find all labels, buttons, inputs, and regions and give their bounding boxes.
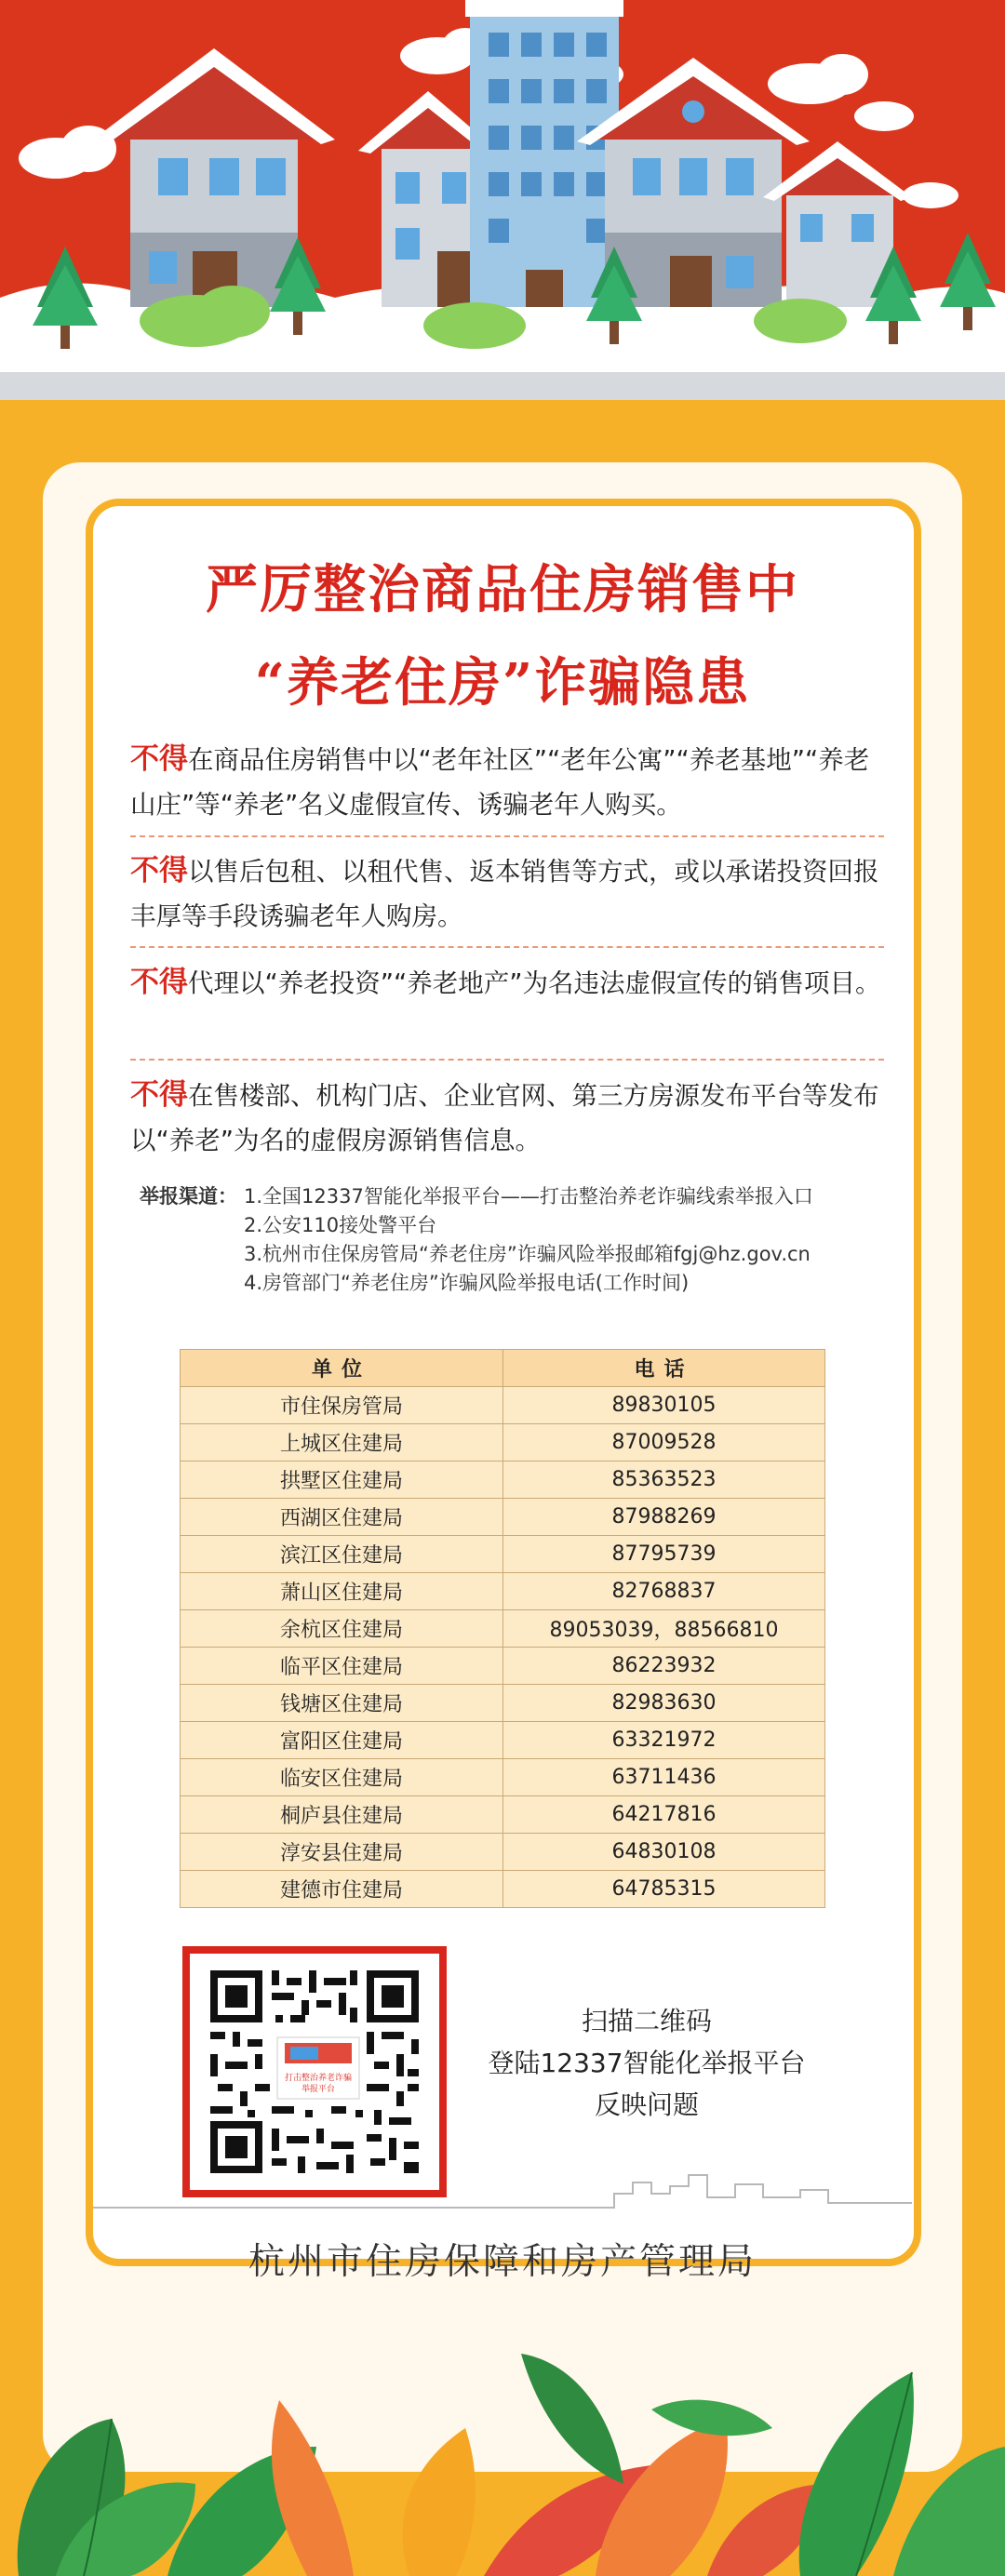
rule-text: 在商品住房销售中以“老年社区”“老年公寓”“养老基地”“养老山庄”等“养老”名义虚假宣传、诱骗老年人购买。 bbox=[130, 745, 870, 820]
report-item: 3.杭州市住保房管局“养老住房”诈骗风险举报邮箱fgj@hz.gov.cn bbox=[244, 1243, 811, 1265]
page-title-line2: “养老住房”诈骗隐患 bbox=[254, 652, 751, 714]
rule-paragraph-3 bbox=[130, 960, 884, 1006]
rule-emphasis: 不得 bbox=[130, 1078, 188, 1112]
phone-cell: 64830108 bbox=[503, 1834, 825, 1871]
page-title-line1: 严厉整治商品住房销售中 bbox=[206, 559, 799, 621]
unit-cell: 建德市住建局 bbox=[181, 1871, 503, 1908]
unit-cell: 上城区住建局 bbox=[181, 1424, 503, 1462]
skyline-outline bbox=[93, 2156, 912, 2212]
unit-cell: 富阳区住建局 bbox=[181, 1722, 503, 1759]
table-header-row bbox=[181, 1350, 825, 1387]
unit-cell: 滨江区住建局 bbox=[181, 1536, 503, 1573]
leaves-decoration bbox=[0, 2261, 1005, 2576]
rule-emphasis: 不得 bbox=[130, 742, 188, 776]
rule-paragraph-1 bbox=[130, 737, 884, 827]
agency-name: 杭州市住房保障和房产管理局 bbox=[248, 2241, 757, 2283]
divider bbox=[130, 946, 884, 948]
phone-cell: 64785315 bbox=[503, 1871, 825, 1908]
table-row bbox=[181, 1796, 825, 1834]
table-row bbox=[181, 1462, 825, 1499]
table-row bbox=[181, 1610, 825, 1648]
phone-cell: 89830105 bbox=[503, 1387, 825, 1424]
table-row bbox=[181, 1573, 825, 1610]
unit-cell: 临平区住建局 bbox=[181, 1648, 503, 1685]
unit-cell: 西湖区住建局 bbox=[181, 1499, 503, 1536]
unit-cell: 余杭区住建局 bbox=[181, 1610, 503, 1648]
phone-cell: 82768837 bbox=[503, 1573, 825, 1610]
houses-illustration bbox=[0, 0, 1005, 400]
report-item: 2.公安110接处警平台 bbox=[244, 1214, 437, 1236]
rule-paragraph-2 bbox=[130, 848, 884, 939]
phone-cell: 63711436 bbox=[503, 1759, 825, 1796]
column-header-phone: 电话 bbox=[503, 1350, 825, 1387]
svg-text:举报平台: 举报平台 bbox=[301, 2085, 336, 2094]
unit-cell: 钱塘区住建局 bbox=[181, 1685, 503, 1722]
table-row bbox=[181, 1648, 825, 1685]
divider bbox=[130, 835, 884, 837]
report-list bbox=[244, 1183, 895, 1299]
unit-cell: 桐庐县住建局 bbox=[181, 1796, 503, 1834]
phone-cell: 64217816 bbox=[503, 1796, 825, 1834]
rule-emphasis: 不得 bbox=[130, 966, 188, 999]
report-label: 举报渠道： bbox=[140, 1185, 237, 1208]
contacts-table bbox=[180, 1349, 825, 1908]
unit-cell: 淳安县住建局 bbox=[181, 1834, 503, 1871]
unit-cell: 临安区住建局 bbox=[181, 1759, 503, 1796]
phone-cell: 87988269 bbox=[503, 1499, 825, 1536]
table-row bbox=[181, 1759, 825, 1796]
table-row bbox=[181, 1722, 825, 1759]
scan-line1: 扫描二维码 bbox=[581, 2006, 712, 2036]
phone-cell: 86223932 bbox=[503, 1648, 825, 1685]
report-item: 4.房管部门“养老住房”诈骗风险举报电话(工作时间) bbox=[244, 1272, 690, 1294]
table-row bbox=[181, 1387, 825, 1424]
qr-pattern bbox=[210, 1970, 419, 2173]
rule-text: 代理以“养老投资”“养老地产”为名违法虚假宣传的销售项目。 bbox=[188, 968, 881, 998]
table-row bbox=[181, 1871, 825, 1908]
unit-cell: 拱墅区住建局 bbox=[181, 1462, 503, 1499]
report-item: 1.全国12337智能化举报平台——打击整治养老诈骗线索举报入口 bbox=[244, 1185, 813, 1208]
phone-cell: 82983630 bbox=[503, 1685, 825, 1722]
rule-emphasis: 不得 bbox=[130, 854, 188, 888]
table-row bbox=[181, 1499, 825, 1536]
table-row bbox=[181, 1685, 825, 1722]
table-row bbox=[181, 1834, 825, 1871]
phone-cell: 87795739 bbox=[503, 1536, 825, 1573]
column-header-unit: 单位 bbox=[181, 1350, 503, 1387]
svg-text:打击整治养老诈骗: 打击整治养老诈骗 bbox=[284, 2074, 353, 2083]
phone-cell: 87009528 bbox=[503, 1424, 825, 1462]
phone-cell: 63321972 bbox=[503, 1722, 825, 1759]
phone-cell: 89053039，88566810 bbox=[503, 1610, 825, 1648]
phone-cell: 85363523 bbox=[503, 1462, 825, 1499]
table-row bbox=[181, 1424, 825, 1462]
scan-line2: 登陆12337智能化举报平台 bbox=[488, 2048, 806, 2078]
scan-line3: 反映问题 bbox=[594, 2089, 699, 2120]
unit-cell: 萧山区住建局 bbox=[181, 1573, 503, 1610]
divider bbox=[130, 1059, 884, 1061]
header-illustration bbox=[0, 0, 1005, 400]
rule-text: 在售楼部、机构门店、企业官网、第三方房源发布平台等发布以“养老”为名的虚假房源销售信息。 bbox=[130, 1081, 879, 1155]
unit-cell: 市住保房管局 bbox=[181, 1387, 503, 1424]
rule-paragraph-4 bbox=[130, 1073, 884, 1163]
scan-instructions bbox=[456, 2000, 838, 2126]
table-row bbox=[181, 1536, 825, 1573]
rule-text: 以售后包租、以租代售、返本销售等方式，或以承诺投资回报丰厚等手段诱骗老年人购房。 bbox=[130, 857, 879, 931]
